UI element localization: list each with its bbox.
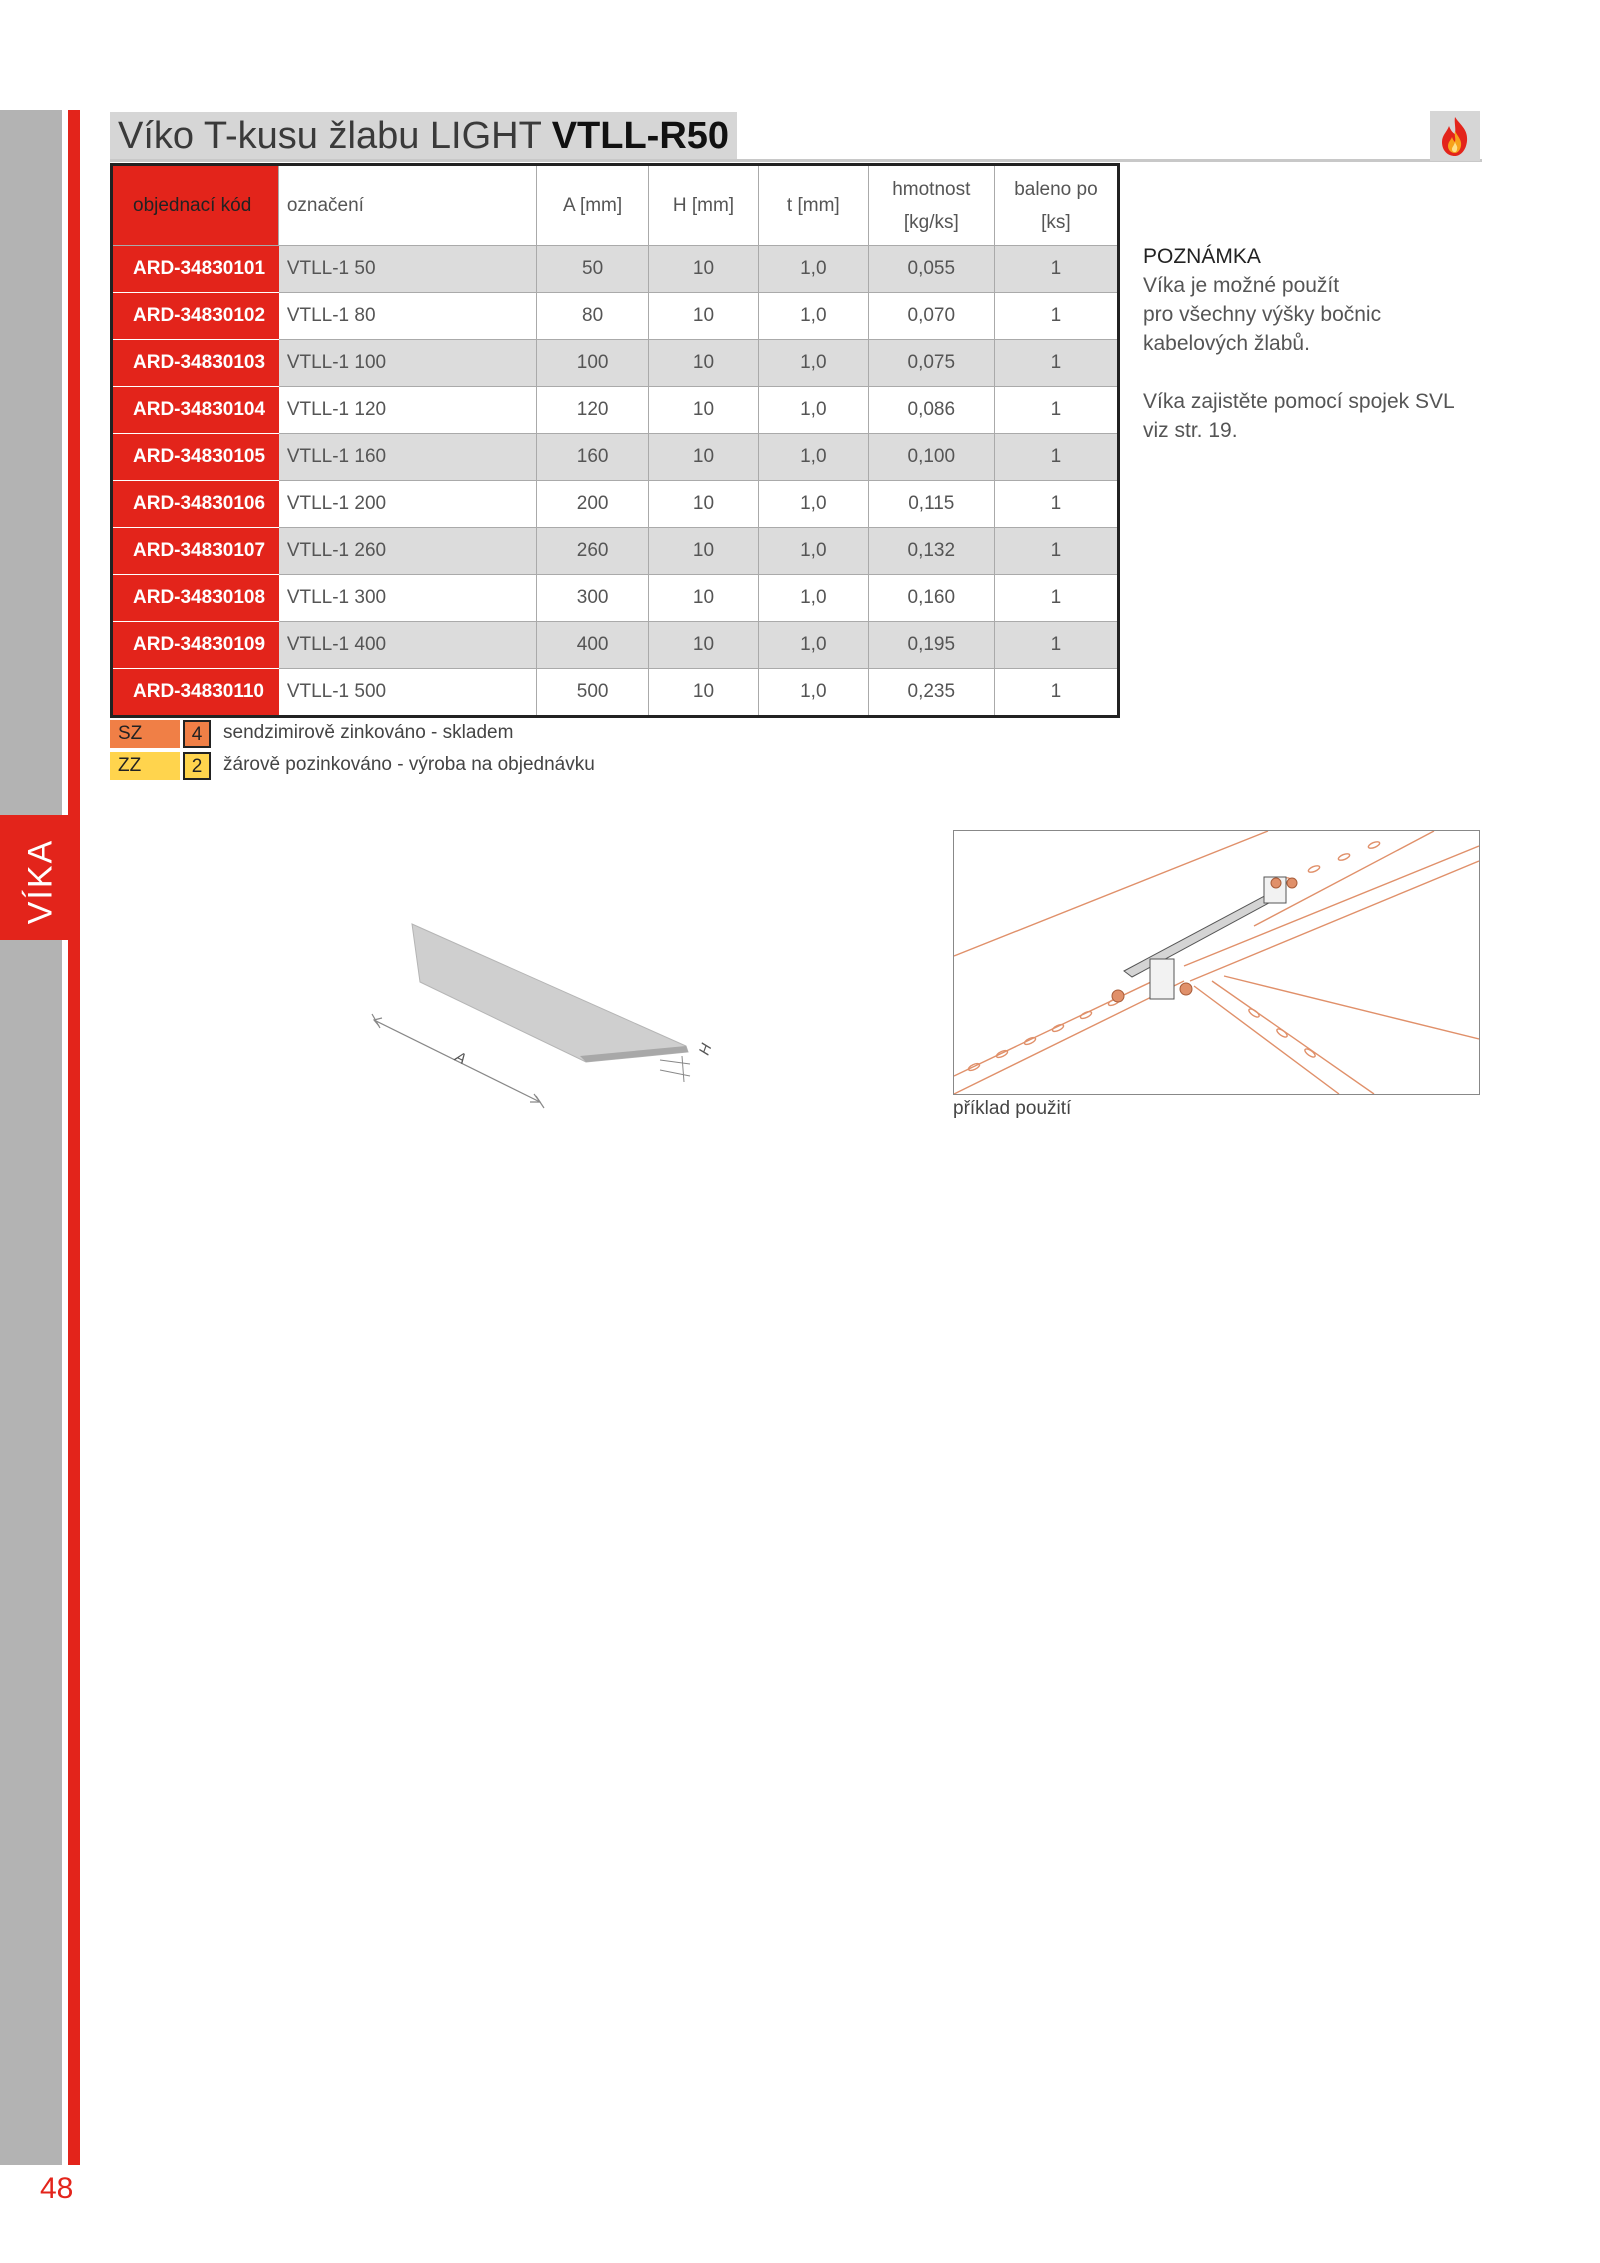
table-row: [112, 622, 1119, 669]
cell-t: 1,0: [758, 669, 868, 717]
cell-a: 100: [537, 340, 649, 387]
cell-designation: VTLL-1 50: [278, 246, 536, 293]
cell-pack: 1: [994, 293, 1118, 340]
cell-designation: VTLL-1 200: [278, 481, 536, 528]
cell-t: 1,0: [758, 434, 868, 481]
cell-pack: 1: [994, 669, 1118, 717]
header-t: t [mm]: [758, 165, 868, 246]
usage-illustration: [953, 830, 1480, 1095]
product-drawing: [360, 910, 760, 1125]
header-h: H [mm]: [649, 165, 759, 246]
sidebar-red-stripe: [68, 110, 80, 2165]
cell-pack: 1: [994, 340, 1118, 387]
table-row: [112, 575, 1119, 622]
cell-h: 10: [649, 293, 759, 340]
cell-t: 1,0: [758, 387, 868, 434]
page-number: 48: [40, 2172, 74, 2205]
cell-t: 1,0: [758, 340, 868, 387]
cell-order-code: ARD-34830106: [112, 481, 279, 528]
table-row: [112, 434, 1119, 481]
cell-pack: 1: [994, 481, 1118, 528]
cell-pack: 1: [994, 622, 1118, 669]
cell-order-code: ARD-34830104: [112, 387, 279, 434]
legend-tag: SZ: [110, 720, 180, 748]
cell-order-code: ARD-34830107: [112, 528, 279, 575]
cell-h: 10: [649, 246, 759, 293]
page-title-code: VTLL-R50: [551, 115, 730, 157]
cell-mass: 0,195: [868, 622, 994, 669]
cell-designation: VTLL-1 120: [278, 387, 536, 434]
note-spacer: [1143, 358, 1483, 387]
cell-a: 300: [537, 575, 649, 622]
header-pack-unit: [ks]: [1041, 211, 1071, 233]
cell-order-code: ARD-34830101: [112, 246, 279, 293]
cell-a: 120: [537, 387, 649, 434]
spec-table: [110, 163, 1120, 718]
section-tab-label: VÍKA: [21, 838, 60, 925]
cell-a: 400: [537, 622, 649, 669]
cell-a: 160: [537, 434, 649, 481]
cell-order-code: ARD-34830105: [112, 434, 279, 481]
page-title-light: Víko T-kusu žlabu LIGHT: [118, 115, 552, 157]
table-row: [112, 528, 1119, 575]
table-row: [112, 293, 1119, 340]
cell-mass: 0,115: [868, 481, 994, 528]
header-mass-label: hmotnost: [892, 178, 971, 200]
cell-designation: VTLL-1 100: [278, 340, 536, 387]
legend-code: 2: [183, 752, 211, 780]
cell-t: 1,0: [758, 622, 868, 669]
legend-text: sendzimirově zinkováno - skladem: [223, 722, 514, 743]
sidebar-gray-band: [0, 110, 62, 2165]
table-row: [112, 387, 1119, 434]
note-line: Víka zajistěte pomocí spojek SVL: [1143, 390, 1455, 413]
cell-order-code: ARD-34830110: [112, 669, 279, 717]
cell-a: 50: [537, 246, 649, 293]
cell-h: 10: [649, 434, 759, 481]
cell-order-code: ARD-34830102: [112, 293, 279, 340]
cell-mass: 0,055: [868, 246, 994, 293]
note-title: POZNÁMKA: [1143, 245, 1261, 268]
table-row: [112, 669, 1119, 717]
cell-t: 1,0: [758, 246, 868, 293]
legend-tag: ZZ: [110, 752, 180, 780]
cell-mass: 0,100: [868, 434, 994, 481]
cell-h: 10: [649, 340, 759, 387]
cell-designation: VTLL-1 160: [278, 434, 536, 481]
dimension-h-label: H: [695, 1041, 716, 1058]
table-row: [112, 481, 1119, 528]
note-line: viz str. 19.: [1143, 419, 1238, 442]
cell-mass: 0,070: [868, 293, 994, 340]
cell-designation: VTLL-1 400: [278, 622, 536, 669]
usage-caption: příklad použití: [953, 1098, 1072, 1119]
cell-h: 10: [649, 387, 759, 434]
cell-pack: 1: [994, 434, 1118, 481]
note-line: Víka je možné použít: [1143, 274, 1340, 297]
note-line: pro všechny výšky bočnic: [1143, 303, 1382, 326]
cell-pack: 1: [994, 575, 1118, 622]
note-line: kabelových žlabů.: [1143, 332, 1310, 355]
cell-order-code: ARD-34830109: [112, 622, 279, 669]
legend-code: 4: [183, 720, 211, 748]
cell-order-code: ARD-34830108: [112, 575, 279, 622]
cell-designation: VTLL-1 80: [278, 293, 536, 340]
flame-icon: [1430, 111, 1480, 161]
header-pack: [994, 165, 1118, 246]
cell-h: 10: [649, 669, 759, 717]
cell-mass: 0,132: [868, 528, 994, 575]
cell-order-code: ARD-34830103: [112, 340, 279, 387]
table-header-row: [112, 165, 1119, 246]
cell-a: 80: [537, 293, 649, 340]
cell-h: 10: [649, 481, 759, 528]
dimension-a-label: A: [452, 1048, 469, 1068]
cell-pack: 1: [994, 246, 1118, 293]
cell-t: 1,0: [758, 575, 868, 622]
header-mass: [868, 165, 994, 246]
cell-h: 10: [649, 622, 759, 669]
cell-t: 1,0: [758, 528, 868, 575]
cell-t: 1,0: [758, 481, 868, 528]
legend-text: žárově pozinkováno - výroba na objednávku: [223, 754, 595, 775]
cell-mass: 0,160: [868, 575, 994, 622]
cell-mass: 0,235: [868, 669, 994, 717]
header-pack-label: baleno po: [1014, 178, 1098, 200]
cell-pack: 1: [994, 528, 1118, 575]
cell-a: 500: [537, 669, 649, 717]
header-order-code: objednací kód: [112, 165, 279, 246]
header-a: A [mm]: [537, 165, 649, 246]
header-mass-unit: [kg/ks]: [903, 211, 959, 233]
cell-a: 260: [537, 528, 649, 575]
title-underline: [110, 159, 1482, 162]
cell-pack: 1: [994, 387, 1118, 434]
cell-mass: 0,086: [868, 387, 994, 434]
cell-a: 200: [537, 481, 649, 528]
cell-h: 10: [649, 528, 759, 575]
page-title: [110, 112, 737, 160]
header-designation: označení: [278, 165, 536, 246]
cell-t: 1,0: [758, 293, 868, 340]
cell-designation: VTLL-1 260: [278, 528, 536, 575]
note-box: [1143, 242, 1483, 445]
cell-designation: VTLL-1 500: [278, 669, 536, 717]
table-row: [112, 340, 1119, 387]
table-row: [112, 246, 1119, 293]
cell-designation: VTLL-1 300: [278, 575, 536, 622]
cell-mass: 0,075: [868, 340, 994, 387]
cell-h: 10: [649, 575, 759, 622]
